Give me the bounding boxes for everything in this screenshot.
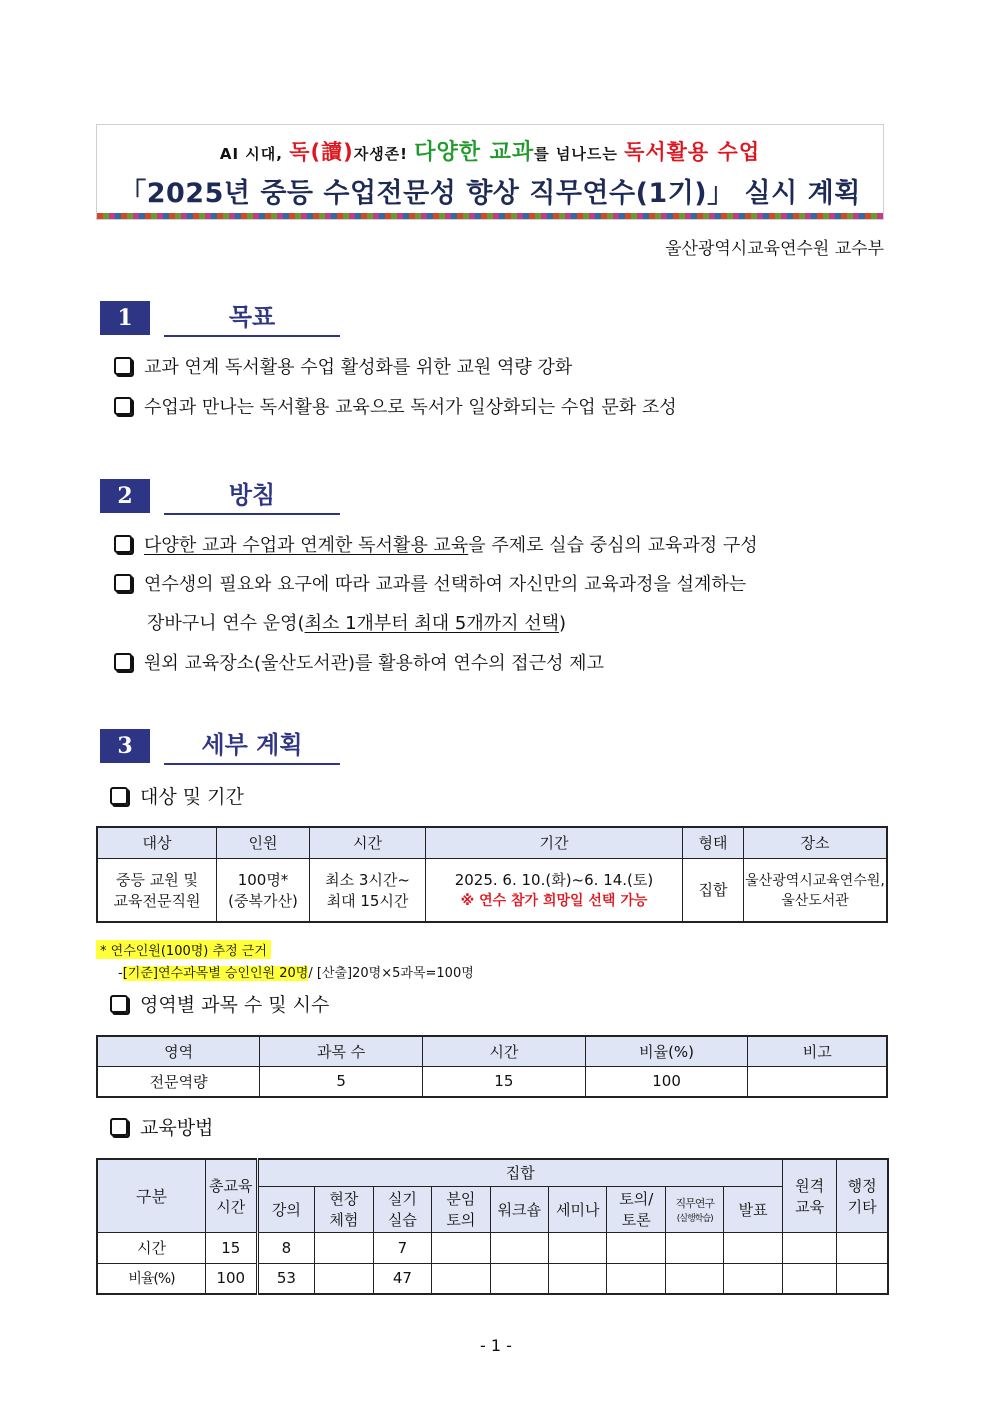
organization: 울산광역시교육연수원 교수부 [665,239,884,259]
cell-job-research [666,1263,724,1294]
th-subject-count: 과목 수 [260,1036,423,1066]
policy-text: 연수생의 필요와 요구에 따라 교과를 선택하여 자신만의 교육과정을 설계하는 [144,574,747,595]
cell-hours: 15 [422,1066,585,1097]
th-line: 토론 [621,1211,651,1229]
cell-field [315,1263,373,1294]
cell-line: 교육전문직원 [113,891,201,910]
cell-remote [782,1263,837,1294]
cell-practice: 47 [373,1263,432,1294]
cell-remarks [748,1066,887,1097]
policy-continuation [147,612,566,636]
cell-time [310,858,426,922]
cell-debate [607,1232,666,1263]
th-target: 대상 [97,827,217,858]
cell-line: 최대 15시간 [326,891,409,910]
cell-group-discussion [432,1232,490,1263]
section-2-title: 방침 [164,479,340,515]
cell-total: 100 [205,1263,257,1294]
checkbox-bullet-icon [114,357,132,375]
checkbox-bullet-icon [114,574,132,592]
th-line: (실행학습) [676,1213,713,1224]
page-number: - 1 - [480,1336,512,1355]
cell-job-research [666,1232,724,1263]
cell-ratio: 100 [585,1066,748,1097]
th-seminar [549,1186,607,1232]
slogan-prefix: AI 시대, [219,145,290,163]
cell-period [426,858,683,922]
th-group: 집합 [257,1159,782,1186]
th-field [315,1186,373,1232]
cell-line: 최소 3시간~ [325,870,410,889]
th-line: 실습 [387,1211,417,1229]
checkbox-bullet-icon [114,535,132,553]
th-hours: 시간 [422,1036,585,1066]
cell-presentation [724,1232,782,1263]
th-group-discussion [432,1186,490,1232]
cell-line: 중등 교원 및 [116,870,198,889]
th-category: 구분 [97,1159,205,1232]
cell-workshop [490,1232,548,1263]
cell-line: 2025. 6. 10.(화)~6. 14.(토) [454,871,654,890]
policy-item [114,652,604,676]
policy-text: ) [559,613,567,634]
slogan-green: 다양한 교과 [414,140,535,165]
subheading-target [110,785,244,809]
th-lecture [257,1186,315,1232]
th-line: 강의 [271,1200,301,1219]
goal-text: 수업과 만나는 독서활용 교육으로 독서가 일상화되는 수업 문화 조성 [144,397,677,418]
policy-text: 을 주제로 실습 중심의 교육과정 구성 [468,535,758,556]
th-line: 원격 [795,1176,825,1195]
cell-total: 15 [205,1232,257,1263]
th-remote [782,1159,837,1232]
goal-text: 교과 연계 독서활용 수업 활성화를 위한 교원 역량 강화 [144,357,573,378]
subheading-text: 영역별 과목 수 및 시수 [140,994,330,1016]
cell-target [97,858,217,922]
policy-underlined: 최소 1개부터 최대 5개까지 선택 [304,613,560,634]
slogan-red-1: 독(讀) [289,140,354,164]
title-decorative-stripe [97,213,883,219]
row-label: 시간 [97,1232,205,1263]
subheading-text: 대상 및 기간 [140,786,244,808]
table-row [97,1263,888,1294]
checkbox-bullet-icon [110,787,128,805]
cell-line: 100명* [237,870,289,889]
subheading-text: 교육방법 [140,1117,214,1139]
period-note: ※ 연수 참가 희망일 선택 가능 [460,893,648,910]
slogan-mid: 자생존! [353,145,415,163]
cell-line: 울산광역시교육연수원, [745,872,885,889]
checkbox-bullet-icon [114,397,132,415]
th-ratio: 비율(%) [585,1036,748,1066]
th-line: 발표 [738,1200,768,1219]
cell-remote [782,1232,837,1263]
th-line: 기타 [847,1197,877,1216]
th-line: 토의/ [619,1190,654,1208]
area-table [96,1035,888,1098]
th-type: 형태 [683,827,744,858]
cell-presentation [724,1263,782,1294]
th-job-research [666,1186,724,1232]
note-text: / [산출]20명×5과목=100명 [308,966,474,981]
policy-item [114,573,746,597]
checkbox-bullet-icon [110,995,128,1013]
th-line: 실기 [387,1190,417,1208]
th-time: 시간 [310,827,426,858]
cell-people [217,858,310,922]
th-line: 토의 [446,1211,476,1229]
th-debate [607,1186,666,1232]
th-line: 총교육 [209,1176,253,1195]
table-row [97,1232,888,1263]
policy-underlined: 다양한 교과 수업과 연계한 독서활용 교육 [144,535,469,556]
subheading-method [110,1116,213,1140]
cell-area: 전문역량 [97,1066,260,1097]
subheading-area [110,993,329,1017]
checkbox-bullet-icon [114,653,132,671]
th-total-hours [205,1159,257,1232]
cell-field [315,1232,373,1263]
policy-text: 장바구니 연수 운영( [147,613,305,634]
th-line: 교육 [795,1197,825,1216]
estimate-basis [118,962,474,981]
policy-item [114,534,758,558]
cell-lecture: 8 [257,1232,315,1263]
th-area: 영역 [97,1036,260,1066]
cell-group-discussion [432,1263,490,1294]
section-3-title: 세부 계획 [164,729,340,765]
cell-line: 울산도서관 [781,892,849,909]
estimate-note: * 연수인원(100명) 추정 근거 [96,940,271,959]
th-admin [837,1159,888,1232]
section-3-number: 3 [100,729,150,763]
policy-text: 원외 교육장소(울산도서관)를 활용하여 연수의 접근성 제고 [144,653,604,674]
th-line: 현장 [329,1190,359,1208]
cell-seminar [549,1232,607,1263]
cell-lecture: 53 [257,1263,315,1294]
slogan-after: 를 넘나드는 [534,145,625,163]
th-line: 분임 [446,1190,476,1208]
cell-place [744,858,888,922]
row-label: 비율(%) [97,1263,205,1294]
th-practice [373,1186,432,1232]
cell-debate [607,1263,666,1294]
cell-practice: 7 [373,1232,432,1263]
th-remarks: 비고 [748,1036,887,1066]
section-1-number: 1 [100,301,150,335]
method-table [96,1158,889,1295]
title-box [96,124,884,220]
th-period: 기간 [426,827,683,858]
title-slogan [97,135,883,166]
note-dash: - [118,966,123,981]
th-line: 체험 [329,1211,359,1229]
cell-type: 집합 [683,858,744,922]
th-presentation [724,1186,782,1232]
slogan-red-2: 독서활용 수업 [624,140,761,164]
cell-admin [837,1232,888,1263]
th-line: 행정 [847,1176,877,1195]
section-1-title: 목표 [164,301,340,337]
cell-line: (중복가산) [228,891,298,910]
document-title: 「2025년 중등 수업전문성 향상 직무연수(1기)」 실시 계획 [119,178,861,209]
cell-admin [837,1263,888,1294]
th-people: 인원 [217,827,310,858]
cell-workshop [490,1263,548,1294]
section-2-number: 2 [100,479,150,513]
goal-item [114,396,677,420]
goal-item [114,356,572,380]
th-line: 직무연구 [675,1196,714,1210]
th-line: 세미나 [556,1200,600,1219]
th-workshop [490,1186,548,1232]
note-highlight: [기준]연수과목별 승인인원 20명 [122,966,309,981]
th-line: 워크숍 [497,1200,542,1219]
th-line: 시간 [216,1197,246,1216]
th-place: 장소 [744,827,888,858]
cell-seminar [549,1263,607,1294]
target-period-table [96,826,888,923]
cell-subject-count: 5 [260,1066,423,1097]
checkbox-bullet-icon [110,1118,128,1136]
